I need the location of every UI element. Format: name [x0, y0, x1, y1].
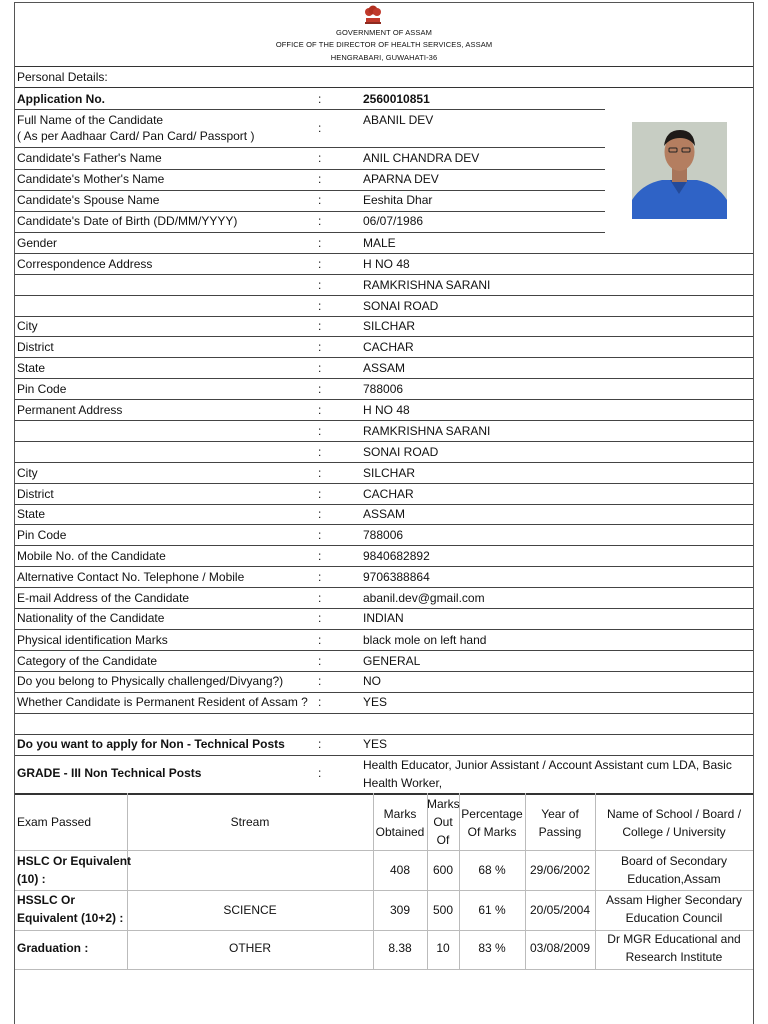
header-government: GOVERNMENT OF ASSAM [336, 28, 432, 37]
colon: : [318, 570, 322, 584]
value-perm-pin: 788006 [363, 528, 404, 542]
colon: : [318, 654, 322, 668]
value-grade3-line2: Health Worker, [363, 776, 443, 790]
colon: : [318, 695, 322, 709]
edu-row-2-exam-2: Equivalent (10+2) : [17, 911, 124, 925]
colon: : [318, 340, 322, 354]
value-mother: APARNA DEV [363, 172, 439, 186]
colon: : [318, 611, 322, 625]
colon: : [318, 257, 322, 271]
label-full-name: Full Name of the Candidate [17, 113, 164, 127]
row-grade3 [15, 755, 753, 793]
row-perm-address-1 [15, 400, 753, 421]
row-father [15, 148, 753, 169]
value-email: abanil.dev@gmail.com [363, 591, 485, 605]
colon: : [318, 466, 322, 480]
row-corr-address-3 [15, 296, 753, 317]
colon: : [318, 92, 322, 106]
edu-row-2-school-1: Assam Higher Secondary [605, 893, 743, 907]
label-mother: Candidate's Mother's Name [17, 172, 165, 186]
row-corr-pin [15, 379, 753, 400]
label-alt-contact: Alternative Contact No. Telephone / Mobile [17, 570, 245, 584]
th-school-2: College / University [622, 825, 726, 839]
row-corr-city [15, 316, 753, 337]
row-resident [15, 692, 753, 713]
row-perm-district [15, 484, 753, 505]
edu-row-1-year: 29/06/2002 [529, 863, 591, 877]
value-alt-contact: 9706388864 [363, 570, 430, 584]
edu-row-2-exam-1: HSSLC Or [17, 893, 76, 907]
colon: : [318, 361, 322, 375]
label-resident: Whether Candidate is Permanent Resident of Assam ? [17, 695, 308, 709]
label-spouse: Candidate's Spouse Name [17, 193, 160, 207]
edu-row-2-stream: SCIENCE [223, 903, 277, 917]
value-father: ANIL CHANDRA DEV [363, 151, 480, 165]
value-perm-state: ASSAM [363, 507, 406, 521]
label-corr-city: City [17, 319, 38, 333]
label-mobile: Mobile No. of the Candidate [17, 549, 166, 563]
edu-row-3-out-of: 10 [436, 941, 450, 955]
th-school-1: Name of School / Board / [606, 807, 742, 821]
row-corr-address-2 [15, 275, 753, 296]
value-corr-address-3: SONAI ROAD [363, 299, 439, 313]
row-corr-district [15, 337, 753, 358]
value-perm-address-3: SONAI ROAD [363, 445, 439, 459]
label-corr-district: District [17, 340, 54, 354]
edu-row-1-percentage: 68 % [478, 863, 506, 877]
value-grade3-line1: Health Educator, Junior Assistant / Account Assistant cum LDA, Basic [363, 758, 732, 772]
th-year-2: Passing [538, 825, 582, 839]
value-divyang: NO [363, 674, 381, 688]
edu-row-1-school-1: Board of Secondary [620, 854, 728, 868]
label-corr-state: State [17, 361, 46, 375]
colon: : [318, 507, 322, 521]
colon: : [318, 236, 322, 250]
row-id-marks [15, 630, 753, 651]
row-corr-address-1 [15, 254, 753, 275]
row-gender [15, 233, 753, 254]
colon: : [318, 591, 322, 605]
label-grade3: GRADE - III Non Technical Posts [17, 766, 202, 780]
row-perm-pin [15, 525, 753, 546]
value-gender: MALE [363, 236, 396, 250]
th-marks-out-2: Out [433, 815, 453, 829]
row-perm-address-2 [15, 421, 753, 442]
value-mobile: 9840682892 [363, 549, 430, 563]
edu-row-2-year: 20/05/2004 [529, 903, 591, 917]
value-spouse: Eeshita Dhar [363, 193, 433, 207]
value-corr-address-2: RAMKRISHNA SARANI [363, 278, 491, 292]
value-corr-address-1: H NO 48 [363, 257, 410, 271]
row-corr-state [15, 358, 753, 379]
row-spouse [15, 190, 753, 211]
form-header [15, 3, 753, 67]
label-gender: Gender [17, 236, 58, 250]
label-category: Category of the Candidate [17, 654, 158, 668]
label-nationality: Nationality of the Candidate [17, 611, 165, 625]
edu-row-1-obtained: 408 [389, 863, 411, 877]
th-year-1: Year of [541, 807, 579, 821]
colon: : [318, 737, 322, 751]
value-dob: 06/07/1986 [363, 214, 424, 228]
state-emblem-icon [363, 4, 383, 26]
th-percentage-1: Percentage [461, 807, 523, 821]
label-father: Candidate's Father's Name [17, 151, 162, 165]
label-perm-address: Permanent Address [17, 403, 123, 417]
edu-row-3-school-1: Dr MGR Educational and [607, 932, 741, 946]
value-perm-city: SILCHAR [363, 466, 416, 480]
row-category [15, 651, 753, 672]
value-id-marks: black mole on left hand [363, 633, 487, 647]
row-mobile [15, 546, 753, 567]
th-exam: Exam Passed [17, 815, 92, 829]
row-full-name [15, 110, 753, 146]
th-stream: Stream [230, 815, 270, 829]
th-percentage-2: Of Marks [467, 825, 517, 839]
colon: : [318, 549, 322, 563]
value-corr-city: SILCHAR [363, 319, 416, 333]
value-resident: YES [363, 695, 388, 709]
label-dob: Candidate's Date of Birth (DD/MM/YYYY) [17, 214, 238, 228]
row-non-tech [15, 734, 753, 755]
edu-row-3-exam-1: Graduation : [17, 941, 89, 955]
label-perm-state: State [17, 507, 46, 521]
value-perm-address-1: H NO 48 [363, 403, 410, 417]
edu-row-2-percentage: 61 % [478, 903, 506, 917]
th-marks-obtained-2: Obtained [375, 825, 425, 839]
label-perm-pin: Pin Code [17, 528, 67, 542]
colon: : [318, 382, 322, 396]
application-form-page [14, 2, 754, 1024]
row-nationality [15, 608, 753, 629]
colon: : [318, 278, 322, 292]
label-full-name-note: ( As per Aadhaar Card/ Pan Card/ Passport ) [17, 129, 255, 143]
value-non-tech: YES [363, 737, 388, 751]
header-address: HENGRABARI, GUWAHATI-36 [330, 53, 438, 62]
colon: : [318, 633, 322, 647]
colon: : [318, 445, 322, 459]
row-perm-city [15, 463, 753, 484]
row-dob [15, 211, 753, 232]
row-perm-state [15, 504, 753, 525]
header-office: OFFICE OF THE DIRECTOR OF HEALTH SERVICES, ASSAM [275, 40, 493, 49]
colon: : [318, 319, 322, 333]
label-non-tech: Do you want to apply for Non - Technical Posts [17, 737, 285, 751]
edu-row-1-out-of: 600 [432, 863, 454, 877]
colon: : [318, 151, 322, 165]
colon: : [318, 214, 322, 228]
value-perm-district: CACHAR [363, 487, 414, 501]
value-category: GENERAL [363, 654, 421, 668]
colon: : [318, 674, 322, 688]
row-application-no [15, 89, 753, 110]
colon: : [318, 528, 322, 542]
section-title: Personal Details: [15, 68, 753, 88]
value-application-no: 2560010851 [363, 92, 430, 106]
colon: : [318, 487, 322, 501]
label-perm-district: District [17, 487, 54, 501]
value-corr-pin: 788006 [363, 382, 404, 396]
label-corr-address: Correspondence Address [17, 257, 153, 271]
label-perm-city: City [17, 466, 38, 480]
edu-row-3-percentage: 83 % [478, 941, 506, 955]
edu-row-1-exam-2: (10) : [17, 872, 46, 886]
label-corr-pin: Pin Code [17, 382, 67, 396]
row-email [15, 588, 753, 609]
edu-row-2-school-2: Education Council [625, 911, 723, 925]
edu-row-2-out-of: 500 [432, 903, 454, 917]
label-divyang: Do you belong to Physically challenged/Divyang?) [17, 674, 284, 688]
colon: : [318, 299, 322, 313]
label-email: E-mail Address of the Candidate [17, 591, 190, 605]
row-alt-contact [15, 567, 753, 588]
label-id-marks: Physical identification Marks [17, 633, 168, 647]
colon: : [318, 193, 322, 207]
row-divyang [15, 671, 753, 692]
value-perm-address-2: RAMKRISHNA SARANI [363, 424, 491, 438]
th-marks-out-3: Of [436, 833, 450, 847]
value-nationality: INDIAN [363, 611, 404, 625]
colon: : [318, 424, 322, 438]
edu-row-3-school-2: Research Institute [625, 950, 723, 964]
edu-row-1-exam-1: HSLC Or Equivalent [17, 854, 132, 868]
value-corr-district: CACHAR [363, 340, 414, 354]
colon: : [318, 121, 322, 135]
th-marks-obtained-1: Marks [383, 807, 417, 821]
colon: : [318, 172, 322, 186]
colon: : [318, 766, 322, 780]
edu-row-3-obtained: 8.38 [388, 941, 412, 955]
th-marks-out-1: Marks [427, 797, 460, 811]
value-full-name: ABANIL DEV [363, 113, 434, 127]
colon: : [318, 403, 322, 417]
edu-row-2-obtained: 309 [389, 903, 411, 917]
row-mother [15, 169, 753, 190]
value-corr-state: ASSAM [363, 361, 406, 375]
label-application-no: Application No. [17, 92, 105, 106]
row-perm-address-3 [15, 442, 753, 463]
edu-row-3-stream: OTHER [229, 941, 271, 955]
edu-row-3-year: 03/08/2009 [529, 941, 591, 955]
edu-row-1-school-2: Education,Assam [627, 872, 721, 886]
